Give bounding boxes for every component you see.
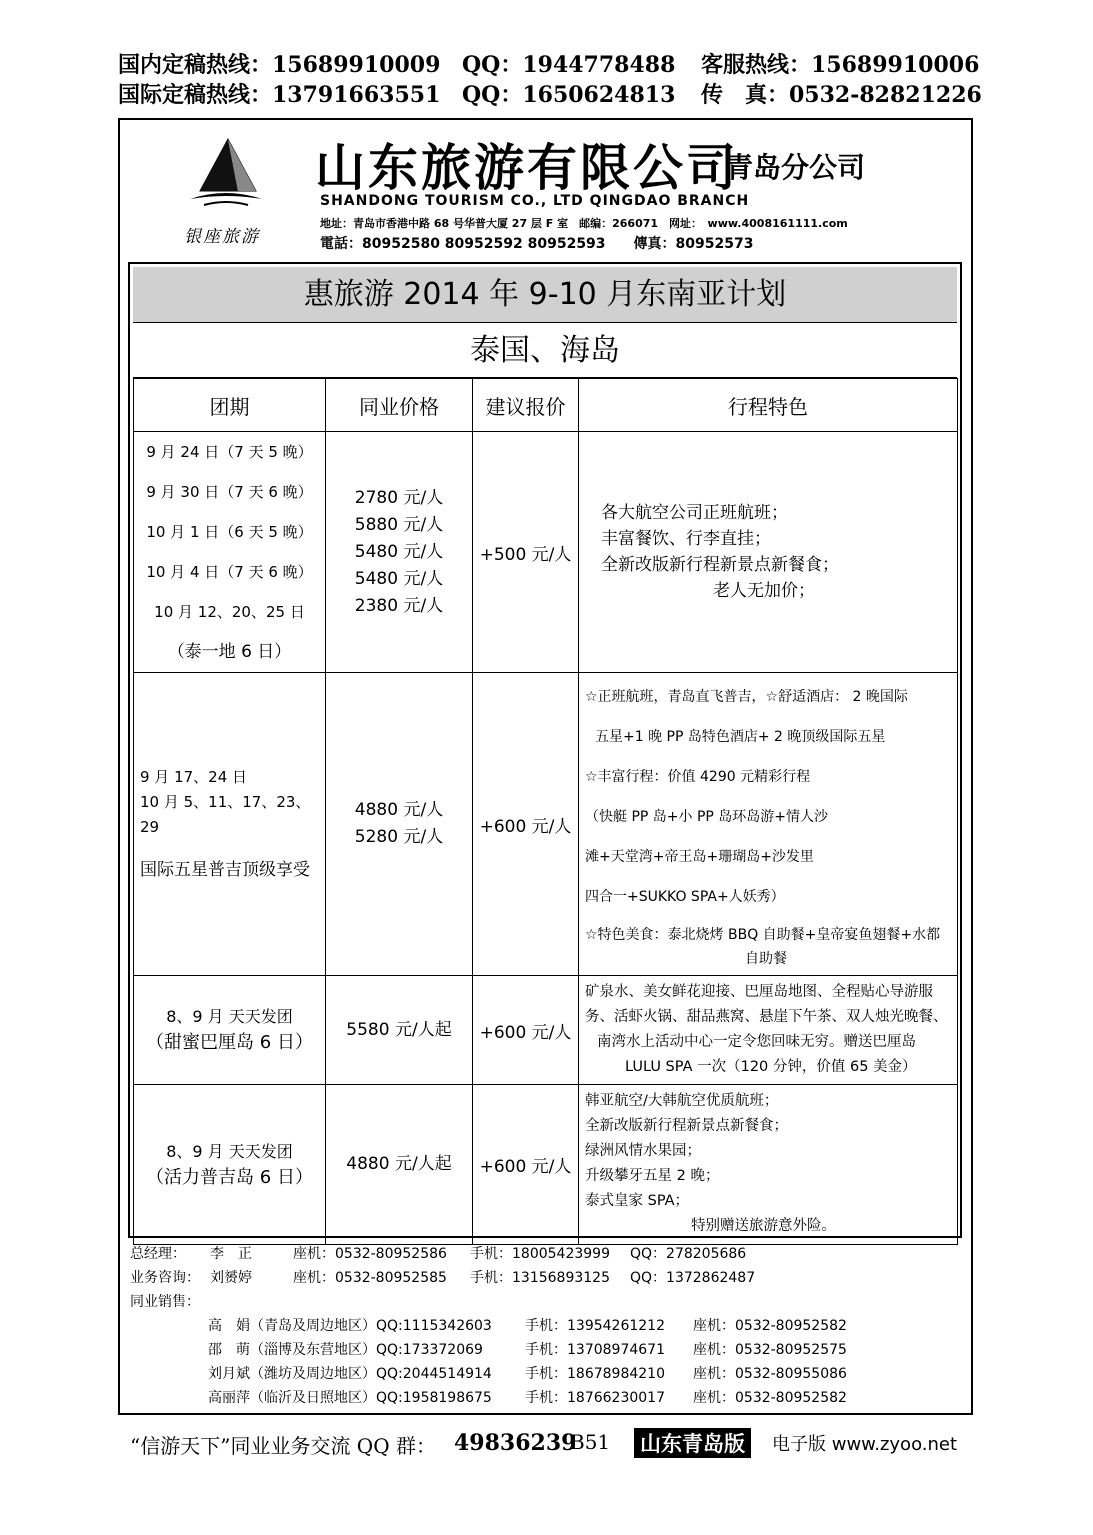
feature-line: 务、活虾火锅、甜品燕窝、悬崖下午茶、双人烛光晚餐、 (585, 1009, 948, 1025)
price-line: 5580 元/人起 (346, 1019, 452, 1040)
contacts (130, 1241, 970, 1409)
sales-tel: 座机：0532-80952582 (693, 1318, 847, 1334)
table-header-row (134, 379, 958, 432)
date-line: 9 月 24 日（7 天 5 晚） (146, 443, 313, 461)
date-line: 10 月 5、11、17、23、29 (140, 793, 311, 836)
feature-line: 升级攀牙五星 2 晚； (585, 1168, 720, 1184)
feature-line: 五星+1 晚 PP 岛特色酒店+ 2 晚顶级国际五星 (595, 729, 886, 745)
row-suggested: +500 元/人 (473, 432, 579, 673)
sales-label: 同业销售： (130, 1294, 200, 1310)
sales-name: 高 娟（青岛及周边地区）QQ:1115342603 (208, 1318, 492, 1334)
feature-line: ☆正班航班，青岛直飞普吉，☆舒适酒店： 2 晚国际 (585, 689, 908, 705)
feature-line: ☆特色美食：泰北烧烤 BBQ 自助餐+皇帝宴鱼翅餐+水都 (585, 927, 941, 943)
feature-line: 自助餐 (745, 951, 787, 967)
feature-line: 全新改版新行程新景点新餐食； (601, 555, 839, 575)
date-line: （活力普吉岛 6 日） (146, 1166, 313, 1188)
date-line: （泰一地 6 日） (167, 642, 292, 662)
feature-line: 特别赠送旅游意外险。 (691, 1218, 836, 1234)
company-name-en: SHANDONG TOURISM CO., LTD QINGDAO BRANCH (320, 193, 750, 209)
consult-label: 业务咨询： (130, 1270, 200, 1286)
header-trade-price: 同业价格 (326, 379, 473, 432)
row-dates (134, 976, 326, 1085)
feature-line: LULU SPA 一次（120 分钟，价值 65 美金） (625, 1059, 917, 1075)
row-features (579, 673, 958, 976)
sales-row (130, 1385, 970, 1409)
domestic-qq: QQ：1944778488 (462, 52, 676, 78)
row-dates (134, 432, 326, 673)
row-features (579, 976, 958, 1085)
sales-tel: 座机：0532-80952575 (693, 1342, 847, 1358)
price-line: 5880 元/人 (354, 514, 444, 535)
consult-qq: QQ：1372862487 (630, 1270, 756, 1286)
gm-name: 李 正 (210, 1246, 252, 1262)
gm-tel: 座机：0532-80952586 (293, 1246, 447, 1262)
date-line: 国际五星普吉顶级享受 (140, 860, 310, 880)
table-row (134, 432, 958, 673)
date-line: 10 月 1 日（6 天 5 晚） (146, 523, 313, 541)
row-prices (326, 976, 473, 1085)
footer-slogan: “信游天下”同业业务交流 QQ 群： (130, 1434, 436, 1458)
feature-line: 滩+天堂湾+帝王岛+珊瑚岛+沙发里 (585, 849, 814, 865)
fax: 传 真：0532-82821226 (701, 82, 982, 108)
footer (130, 1428, 975, 1460)
row-features (579, 1085, 958, 1245)
feature-line: 老人无加价； (713, 581, 815, 601)
logo-text: 银座旅游 (184, 227, 260, 247)
feature-line: 矿泉水、美女鲜花迎接、巴厘岛地图、全程贴心导游服 (585, 984, 933, 1000)
feature-line: ☆丰富行程：价值 4290 元精彩行程 (585, 769, 811, 785)
company-tel: 電話：80952580 80952592 80952593 傳真：80952573 (320, 236, 754, 252)
feature-line: （快艇 PP 岛+小 PP 岛环岛游+情人沙 (585, 809, 829, 825)
row-dates (134, 673, 326, 976)
sales-mobile: 手机：18678984210 (525, 1366, 665, 1382)
company-branch: 青岛分公司 (725, 151, 866, 184)
sales-tel: 座机：0532-80952582 (693, 1390, 847, 1406)
plan-title: 惠旅游 2014 年 9-10 月东南亚计划 (133, 267, 957, 323)
footer-site: 电子版 www.zyoo.net (772, 1434, 958, 1455)
intl-hotline: 国际定稿热线：13791663551 (118, 82, 441, 108)
footer-edition-badge: 山东青岛版 (634, 1428, 751, 1458)
row-suggested: +600 元/人 (473, 976, 579, 1085)
date-line: 10 月 12、20、25 日 (154, 603, 305, 621)
header-dates: 团期 (134, 379, 326, 432)
feature-line: 各大航空公司正班航班； (601, 503, 788, 523)
sales-mobile: 手机：13954261212 (525, 1318, 665, 1334)
sales-row (130, 1337, 970, 1361)
feature-line: 绿洲风情水果园； (585, 1143, 701, 1159)
plan-table (133, 378, 958, 1245)
price-line: 5280 元/人 (354, 827, 444, 847)
sales-name: 邵 萌（淄博及东营地区）QQ:173372069 (208, 1342, 483, 1358)
sales-label-row (130, 1289, 970, 1313)
price-line: 5480 元/人 (354, 541, 444, 562)
consult-tel: 座机：0532-80952585 (293, 1270, 447, 1286)
gm-label: 总经理： (130, 1246, 186, 1262)
table-row (134, 1085, 958, 1245)
contact-row-consult (130, 1265, 970, 1289)
sales-row (130, 1313, 970, 1337)
service-hotline: 客服热线：15689910006 (701, 52, 980, 78)
company-address: 地址：青岛市香港中路 68 号华普大厦 27 层 F 室 邮编：266071 网址： www.4008161111.com (320, 217, 848, 230)
sales-tel: 座机：0532-80955086 (693, 1366, 847, 1382)
header-suggested-price: 建议报价 (473, 379, 579, 432)
plan-subtitle: 泰国、海岛 (133, 323, 957, 378)
hotline-row (118, 50, 978, 80)
feature-line: 全新改版新行程新景点新餐食； (585, 1118, 788, 1134)
header-features: 行程特色 (579, 379, 958, 432)
price-line: 2780 元/人 (354, 487, 444, 508)
footer-page: B51 (570, 1430, 611, 1454)
gm-qq: QQ：278205686 (630, 1246, 747, 1262)
price-line: 2380 元/人 (354, 595, 444, 616)
date-line: （甜蜜巴厘岛 6 日） (146, 1032, 313, 1053)
row-prices (326, 432, 473, 673)
consult-mobile: 手机：13156893125 (470, 1270, 610, 1286)
sales-mobile: 手机：18766230017 (525, 1390, 665, 1406)
table-row (134, 673, 958, 976)
feature-line: 丰富餐饮、行李直挂； (601, 529, 771, 549)
row-suggested: +600 元/人 (473, 1085, 579, 1245)
table-row (134, 976, 958, 1085)
date-line: 9 月 30 日（7 天 6 晚） (146, 483, 313, 501)
hotlines (118, 50, 982, 110)
domestic-hotline: 国内定稿热线：15689910009 (118, 52, 441, 78)
feature-line: 泰式皇家 SPA； (585, 1193, 690, 1209)
row-features (579, 432, 958, 673)
sales-mobile: 手机：13708974671 (525, 1342, 665, 1358)
feature-line: 四合一+SUKKO SPA+人妖秀） (585, 889, 785, 905)
price-line: 4880 元/人 (354, 800, 444, 820)
row-prices (326, 1085, 473, 1245)
price-line: 4880 元/人起 (346, 1154, 452, 1174)
intl-qq: QQ：1650624813 (462, 82, 676, 108)
sales-name: 高丽萍（临沂及日照地区）QQ:1958198675 (208, 1390, 492, 1406)
hotline-row (118, 80, 982, 110)
price-line: 5480 元/人 (354, 568, 444, 589)
gm-mobile: 手机：18005423999 (470, 1246, 610, 1262)
row-prices (326, 673, 473, 976)
sail-logo-icon (186, 135, 266, 215)
row-suggested: +600 元/人 (473, 673, 579, 976)
company-name: 山东旅游有限公司 (315, 139, 739, 197)
feature-line: 南湾水上活动中心一定令您回味无穷。赠送巴厘岛 (597, 1034, 916, 1050)
footer-qq-group: 49836239 (454, 1430, 577, 1456)
row-dates (134, 1085, 326, 1245)
feature-line: 韩亚航空/大韩航空优质航班； (585, 1093, 779, 1109)
sales-name: 刘月斌（潍坊及周边地区）QQ:2044514914 (208, 1366, 492, 1382)
consult-name: 刘赟婷 (210, 1270, 252, 1286)
date-line: 9 月 17、24 日 (140, 768, 248, 786)
contact-row-gm (130, 1241, 970, 1265)
date-line: 8、9 月 天天发团 (166, 1007, 293, 1026)
date-line: 10 月 4 日（7 天 6 晚） (146, 563, 313, 581)
date-line: 8、9 月 天天发团 (166, 1141, 293, 1161)
sales-row (130, 1361, 970, 1385)
